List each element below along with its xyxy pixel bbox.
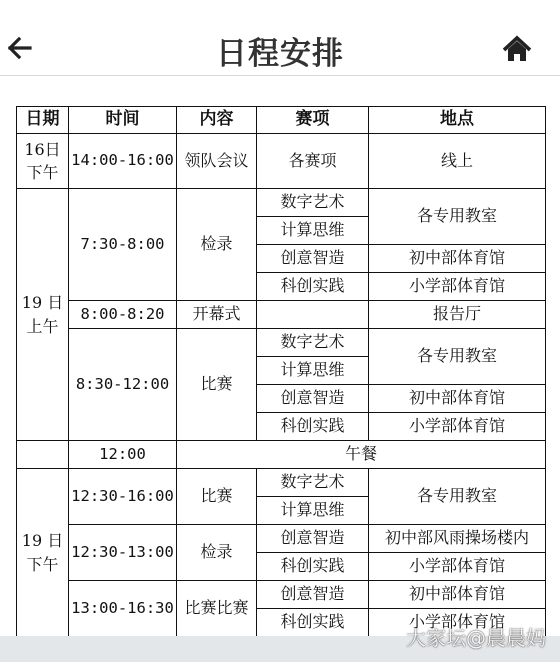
col-header-event: 赛项: [257, 107, 369, 134]
event-cell: 创意智造: [257, 581, 369, 609]
location-cell: 各专用教室: [369, 189, 546, 245]
time-cell: 7:30-8:00: [69, 189, 177, 301]
date-cell: [17, 441, 69, 469]
col-header-content: 内容: [177, 107, 257, 134]
table-row: [17, 301, 546, 329]
location-cell: 小学部体育馆: [369, 553, 546, 581]
header-divider: [0, 75, 560, 76]
location-cell: 小学部体育馆: [369, 413, 546, 441]
location-cell: 初中部体育馆: [369, 385, 546, 413]
home-icon: [500, 33, 534, 65]
content-cell: 比赛: [177, 329, 257, 441]
location-cell: 初中部风雨操场楼内: [369, 525, 546, 553]
content-cell: 午餐: [177, 441, 546, 469]
content-cell: 开幕式: [177, 301, 257, 329]
time-cell: 13:00-16:30: [69, 581, 177, 637]
location-cell: 各专用教室: [369, 329, 546, 385]
content-cell: 检录: [177, 525, 257, 581]
content-cell: 检录: [177, 189, 257, 301]
table-row: [17, 329, 546, 357]
event-cell: 科创实践: [257, 413, 369, 441]
event-cell: 科创实践: [257, 609, 369, 637]
table-row: [17, 581, 546, 609]
location-cell: 初中部体育馆: [369, 245, 546, 273]
event-cell: 科创实践: [257, 553, 369, 581]
location-cell: 报告厅: [369, 301, 546, 329]
time-cell: 12:00: [69, 441, 177, 469]
watermark: 大家坛@晨晨妈: [406, 626, 546, 650]
time-cell: 8:00-8:20: [69, 301, 177, 329]
table-row: [17, 525, 546, 553]
event-cell: 数字艺术: [257, 469, 369, 497]
event-cell: 数字艺术: [257, 329, 369, 357]
location-cell: 线上: [369, 134, 546, 189]
location-cell: 小学部体育馆: [369, 273, 546, 301]
event-cell: 计算思维: [257, 497, 369, 525]
table-header-row: [17, 107, 546, 134]
location-cell: 初中部体育馆: [369, 581, 546, 609]
schedule-table: [16, 106, 546, 637]
location-cell: 小学部体育馆: [369, 609, 546, 637]
event-cell: 计算思维: [257, 357, 369, 385]
event-cell: [257, 301, 369, 329]
time-cell: 14:00-16:00: [69, 134, 177, 189]
table-row: [17, 134, 546, 189]
app-header: [0, 0, 560, 76]
time-cell: 12:30-16:00: [69, 469, 177, 525]
event-cell: 创意智造: [257, 245, 369, 273]
event-cell: 数字艺术: [257, 189, 369, 217]
event-cell: 创意智造: [257, 525, 369, 553]
col-header-date: 日期: [17, 107, 69, 134]
date-cell: 19 日上午: [17, 189, 69, 441]
location-cell: 各专用教室: [369, 469, 546, 525]
date-cell: 19 日下午: [17, 469, 69, 637]
event-cell: 计算思维: [257, 217, 369, 245]
time-cell: 8:30-12:00: [69, 329, 177, 441]
table-row: [17, 189, 546, 217]
date-cell: 16日下午: [17, 134, 69, 189]
col-header-location: 地点: [369, 107, 546, 134]
table-row: [17, 469, 546, 497]
page-title: 日程安排: [216, 36, 344, 72]
table-row: [17, 441, 546, 469]
col-header-time: 时间: [69, 107, 177, 134]
time-cell: 12:30-13:00: [69, 525, 177, 581]
content-cell: 比赛: [177, 469, 257, 525]
content-cell: 领队会议: [177, 134, 257, 189]
content-cell: 比赛比赛: [177, 581, 257, 637]
event-cell: 各赛项: [257, 134, 369, 189]
home-button[interactable]: [500, 33, 534, 65]
event-cell: 创意智造: [257, 385, 369, 413]
event-cell: 科创实践: [257, 273, 369, 301]
